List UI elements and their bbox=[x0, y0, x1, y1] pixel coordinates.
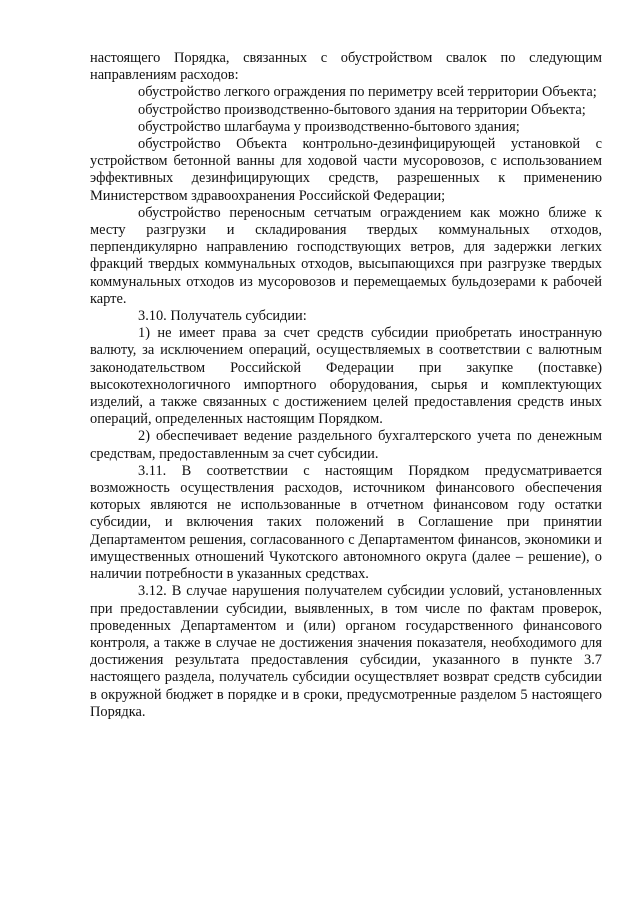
document-page bbox=[90, 50, 602, 721]
clause-3-12: 3.12. В случае нарушения получателем субсидии условий, установленных при предоставлении субсидии, выявленных, в том числе по фактам проверок, проведенных Департаментом и (или) органом государственного финансового контроля, а также в случае не достижения значения показателя, необходимого для достижения результата предоставления субсидии, указанного в пункте 3.7 настоящего раздела, получатель субсидии осуществляет возврат средств субсидии в окружной бюджет в порядке и в сроки, предусмотренные разделом 5 настоящего Порядка. bbox=[90, 583, 602, 720]
clause-3-10-heading: 3.10. Получатель субсидии: bbox=[138, 308, 307, 325]
clause-3-10-item-1: 1) не имеет права за счет средств субсидии приобретать иностранную валюту, за исключением операций, осуществляемых в соответствии с валютным законодательством Российской Федерации при закупке (поставке) высокотехнологичного импортного оборудования, сырья и комплектующих изделий, а также связанных с достижением целей предоставления средств иных операций, определенных настоящим Порядком. bbox=[90, 325, 602, 428]
list-item-disinfection: обустройство Объекта контрольно-дезинфицирующей установкой с устройством бетонной ванны для ходовой части мусоровозов, с использованием эффективных дезинфицирующих средств, разрешенных к применению Министерством здравоохранения Российской Федерации; bbox=[90, 136, 602, 204]
list-item-mesh-fence: обустройство переносным сетчатым ограждением как можно ближе к месту разгрузки и складирования твердых коммунальных отходов, перпендикулярно направлению господствующих ветров, для задержки легких фракций твердых коммунальных отходов, высыпающихся при разгрузке твердых коммунальных отходов из мусоровозов и перемещаемых бульдозерами к рабочей карте. bbox=[90, 204, 602, 307]
paragraph-continuation: настоящего Порядка, связанных с обустройством свалок по следующим направлениям расходов: bbox=[90, 50, 602, 84]
clause-3-11: 3.11. В соответствии с настоящим Порядком предусматривается возможность осуществления расходов, источником финансового обеспечения которых являются не использованные в отчетном финансовом году остатки субсидии, и включения таких положений в Соглашение при принятии Департаментом решения, согласованного с Департаментом финансов, экономики и имущественных отношений Чукотского автономного округа (далее – решение), о наличии потребности в указанных средствах. bbox=[90, 462, 602, 583]
list-item-barrier: обустройство шлагбаума у производственно-бытового здания; bbox=[138, 118, 520, 135]
list-item-building: обустройство производственно-бытового здания на территории Объекта; bbox=[138, 101, 586, 118]
clause-3-10-item-2: 2) обеспечивает ведение раздельного бухгалтерского учета по денежным средствам, предоставленным за счет субсидии. bbox=[90, 428, 602, 462]
list-item-fence: обустройство легкого ограждения по периметру всей территории Объекта; bbox=[138, 84, 597, 101]
